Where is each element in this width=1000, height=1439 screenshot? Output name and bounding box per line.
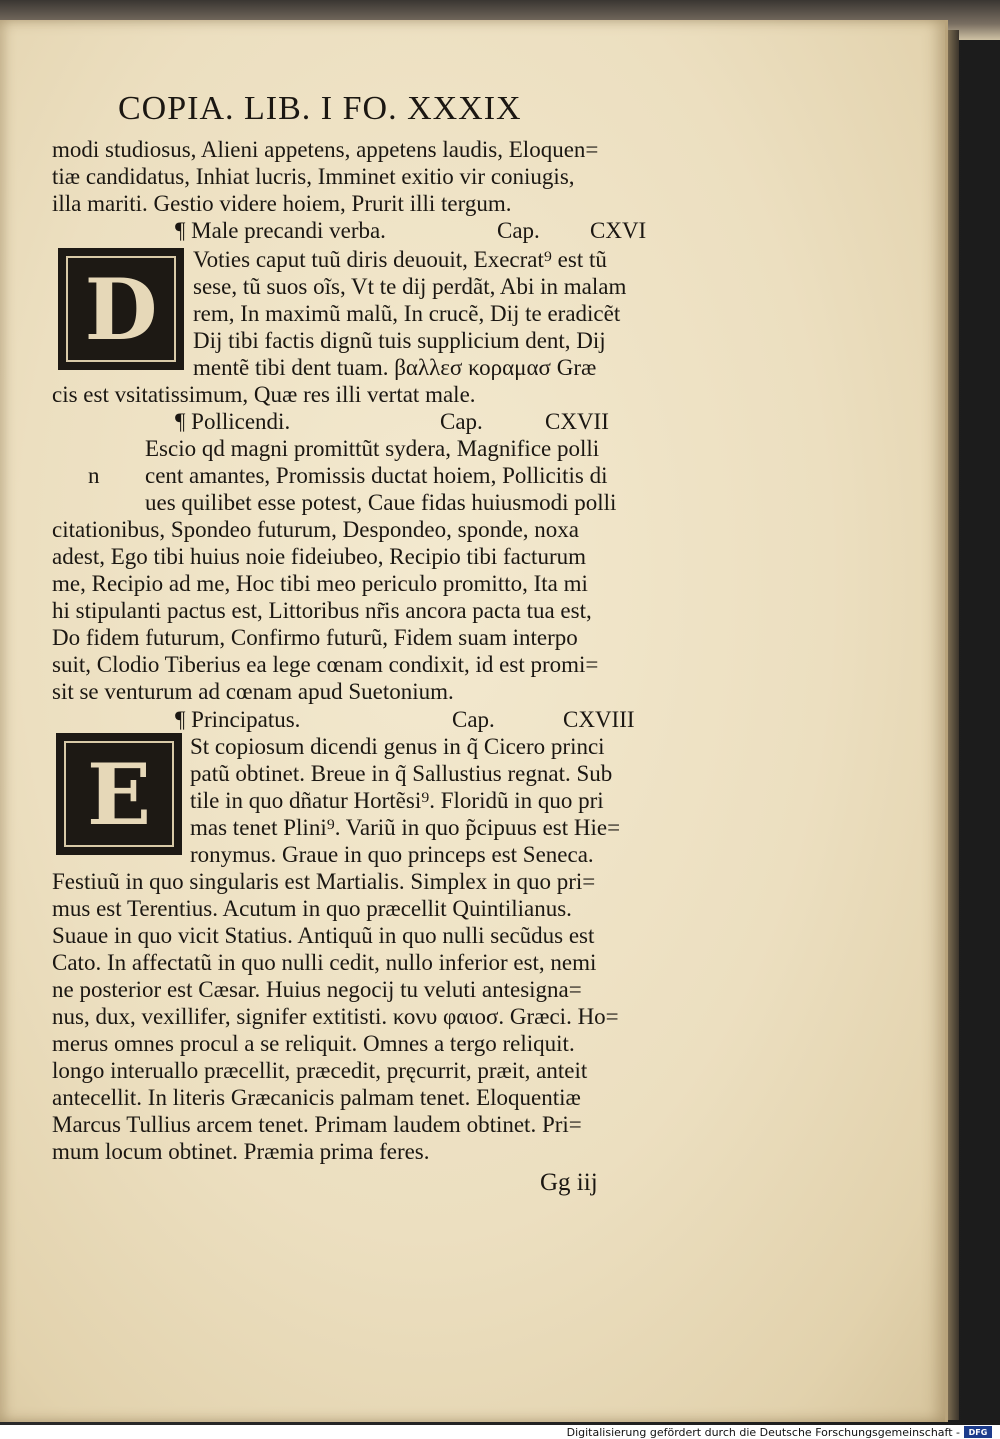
text-line: Do fidem futurum, Confirmo futurũ, Fidem suam interpo (52, 625, 578, 650)
text-line: mentẽ tibi dent tuam. βαλλεσ κοραμασ Græ (193, 355, 597, 380)
chapter-heading: ¶ Male precandi verba. (175, 218, 386, 243)
running-title: COPIA. LIB. I FO. XXXIX (118, 90, 522, 127)
text-line: modi studiosus, Alieni appetens, appetens laudis, Eloquen= (52, 137, 599, 162)
margin-guide-letter: n (88, 463, 100, 488)
text-line: merus omnes procul a se reliquit. Omnes a tergo reliquit. (52, 1031, 575, 1056)
text-line: Escio qd magni promittũt sydera, Magnifice polli (145, 436, 600, 461)
text-line: Marcus Tullius arcem tenet. Primam laudem obtinet. Pri= (52, 1112, 582, 1137)
text-line: mas tenet Plini⁹. Variũ in quo p̃cipuus est Hie= (190, 815, 621, 840)
chapter-cap-label: Cap. (452, 707, 495, 732)
chapter-heading: ¶ Principatus. (175, 707, 301, 732)
footer-bar (0, 1425, 1000, 1439)
chapter-number: CXVIII (563, 707, 635, 732)
initial-letter: D (66, 256, 176, 362)
footer-credit: Digitalisierung gefördert durch die Deutsche Forschungsgemeinschaft - (566, 1426, 960, 1439)
text-line: antecellit. In literis Græcanicis palmam tenet. Eloquentiæ (52, 1085, 581, 1110)
text-line: me, Recipio ad me, Hoc tibi meo periculo promitto, Ita mi (52, 571, 588, 596)
chapter-number: CXVI (590, 218, 647, 243)
text-line: mum locum obtinet. Præmia prima feres. (52, 1139, 430, 1164)
initial-letter: E (64, 741, 174, 847)
text-line: suit, Clodio Tiberius ea lege cœnam condixit, id est promi= (52, 652, 599, 677)
text-line: Dij tibi factis dignũ tuis supplicium dent, Dij (193, 328, 606, 353)
text-line: St copiosum dicendi genus in q̃ Cicero princi (190, 734, 605, 759)
text-line: rem, In maximũ malũ, In crucẽ, Dij te eradicẽt (193, 301, 621, 326)
dfg-logo: DFG (964, 1426, 992, 1438)
text-line: patũ obtinet. Breue in q̃ Sallustius regnat. Sub (190, 761, 613, 786)
text-line: ronymus. Graue in quo princeps est Seneca. (190, 842, 594, 867)
text-line: mus est Terentius. Acutum in quo præcellit Quintilianus. (52, 896, 572, 921)
text-line: tiæ candidatus, Inhiat lucris, Imminet exitio vir coniugis, (52, 164, 575, 189)
text-line: Suaue in quo vicit Statius. Antiquũ in quo nulli secũdus est (52, 923, 595, 948)
text-line: Voties caput tuũ diris deuouit, Execrat⁹ est tũ (193, 247, 607, 272)
chapter-cap-label: Cap. (440, 409, 483, 434)
text-line: Festiuũ in quo singularis est Martialis. Simplex in quo pri= (52, 869, 596, 894)
chapter-cap-label: Cap. (497, 218, 540, 243)
text-line: sit se venturum ad cœnam apud Suetonium. (52, 679, 454, 704)
signature-mark: Gg iij (540, 1169, 598, 1196)
text-line: adest, Ego tibi huius noie fideiubeo, Recipio tibi facturum (52, 544, 586, 569)
chapter-heading: ¶ Pollicendi. (175, 409, 291, 434)
text-line: sese, tũ suos oĩs, Vt te dij perdãt, Abi in malam (193, 274, 627, 299)
text-line: nus, dux, vexillifer, signifer extitisti. κονυ φαιοσ. Græci. Ho= (52, 1004, 619, 1029)
text-line: cent amantes, Promissis ductat hoiem, Pollicitis di (145, 463, 608, 488)
chapter-number: CXVII (545, 409, 609, 434)
text-line: longo interuallo præcellit, præcedit, pręcurrit, præit, anteit (52, 1058, 588, 1083)
book-page (0, 20, 948, 1422)
decorated-initial-d (58, 248, 184, 370)
text-line: tile in quo dñatur Hortẽsi⁹. Floridũ in quo pri (190, 788, 604, 813)
decorated-initial-e (56, 733, 182, 855)
text-line: Cato. In affectatũ in quo nulli cedit, nullo inferior est, nemi (52, 950, 597, 975)
text-line: citationibus, Spondeo futurum, Despondeo, sponde, noxa (52, 517, 580, 542)
text-line: illa mariti. Gestio videre hoiem, Prurit illi tergum. (52, 191, 512, 216)
text-line: hi stipulanti pactus est, Littoribus nr̃is ancora pacta tua est, (52, 598, 592, 623)
text-line: ne posterior est Cæsar. Huius negocij tu veluti antesigna= (52, 977, 582, 1002)
text-line: cis est vsitatissimum, Quæ res illi vertat male. (52, 382, 476, 407)
text-line: ues quilibet esse potest, Caue fidas huiusmodi polli (145, 490, 617, 515)
